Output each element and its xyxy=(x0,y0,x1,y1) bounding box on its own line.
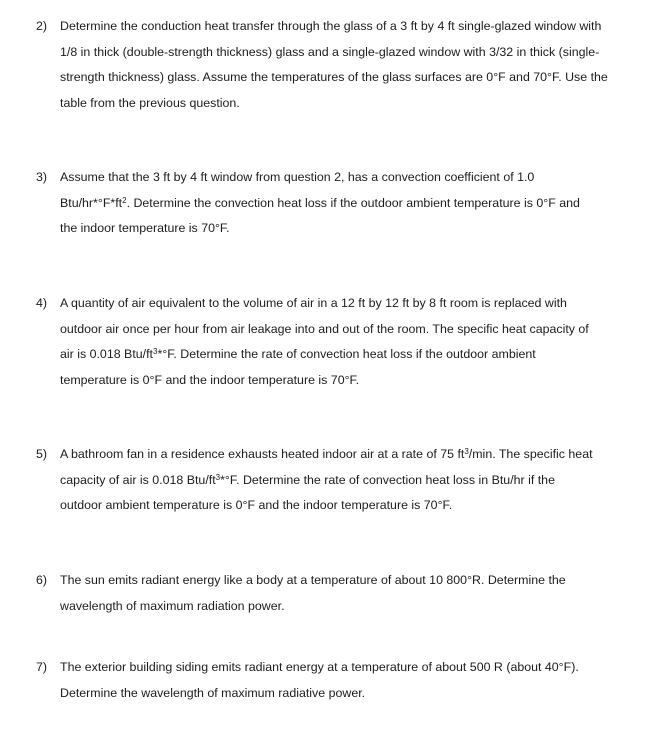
question-4 xyxy=(36,291,636,393)
question-2 xyxy=(36,14,636,116)
question-line: wavelength of maximum radiation power. xyxy=(60,598,285,613)
question-line: air is 0.018 Btu/$ft^3*^\circ F$. Determine the rate of convection heat loss if the outdoor ambient xyxy=(60,347,536,362)
question-number: 6) xyxy=(36,573,48,587)
question-line: Determine the wavelength of maximum radiative power. xyxy=(60,685,366,700)
question-7 xyxy=(36,655,636,706)
question-number: 4) xyxy=(36,296,48,310)
question-text xyxy=(60,291,636,393)
question-number: 5) xyxy=(36,447,48,461)
question-text xyxy=(60,568,636,619)
question-line: 1/8 in thick (double-strength thickness) glass and a single-glazed window with 3/32 in thick (single- xyxy=(60,44,600,59)
question-line: Determine the conduction heat transfer through the glass of a 3 ft by 4 ft single-glazed window with xyxy=(60,19,602,33)
question-line: The exterior building siding emits radiant energy at a temperature of about 500 R (about 40°F). xyxy=(60,660,579,674)
question-line: A quantity of air equivalent to the volume of air in a 12 ft by 12 ft by 8 ft room is replaced with xyxy=(60,296,567,310)
question-line: Assume that the 3 ft by 4 ft window from question 2, has a convection coefficient of 1.0 xyxy=(60,170,535,184)
question-line: table from the previous question. xyxy=(60,95,240,110)
question-number: 3) xyxy=(36,170,48,184)
question-text xyxy=(60,14,636,116)
question-6 xyxy=(36,568,636,619)
question-number: 7) xyxy=(36,660,48,674)
question-line: outdoor ambient temperature is 0°F and the indoor temperature is 70°F. xyxy=(60,498,453,513)
question-line: A bathroom fan in a residence exhausts heated indoor air at a rate of 75 $ft^3/\min$. The specific heat xyxy=(60,447,593,461)
question-line: The sun emits radiant energy like a body at a temperature of about 10 800°R. Determine the xyxy=(60,573,566,587)
question-line: capacity of air is 0.018 Btu/$ft^3*^\circ F$. Determine the rate of convection heat loss in Btu/hr if the xyxy=(60,472,555,487)
question-3 xyxy=(36,165,636,242)
question-text xyxy=(60,165,636,242)
question-text xyxy=(60,442,636,519)
question-line: outdoor air once per hour from air leakage into and out of the room. The specific heat capacity of xyxy=(60,321,589,336)
question-text xyxy=(60,655,636,706)
question-line: temperature is 0°F and the indoor temperature is 70°F. xyxy=(60,372,360,387)
question-5 xyxy=(36,442,636,519)
question-line: strength thickness) glass. Assume the temperatures of the glass surfaces are 0°F and 70°F. Use the xyxy=(60,70,608,85)
question-line: Btu/$hr*^\circ F*ft^2$. Determine the convection heat loss if the outdoor ambient temperature is 0°F and xyxy=(60,195,580,210)
question-line: the indoor temperature is 70°F. xyxy=(60,221,230,236)
question-number: 2) xyxy=(36,19,48,33)
